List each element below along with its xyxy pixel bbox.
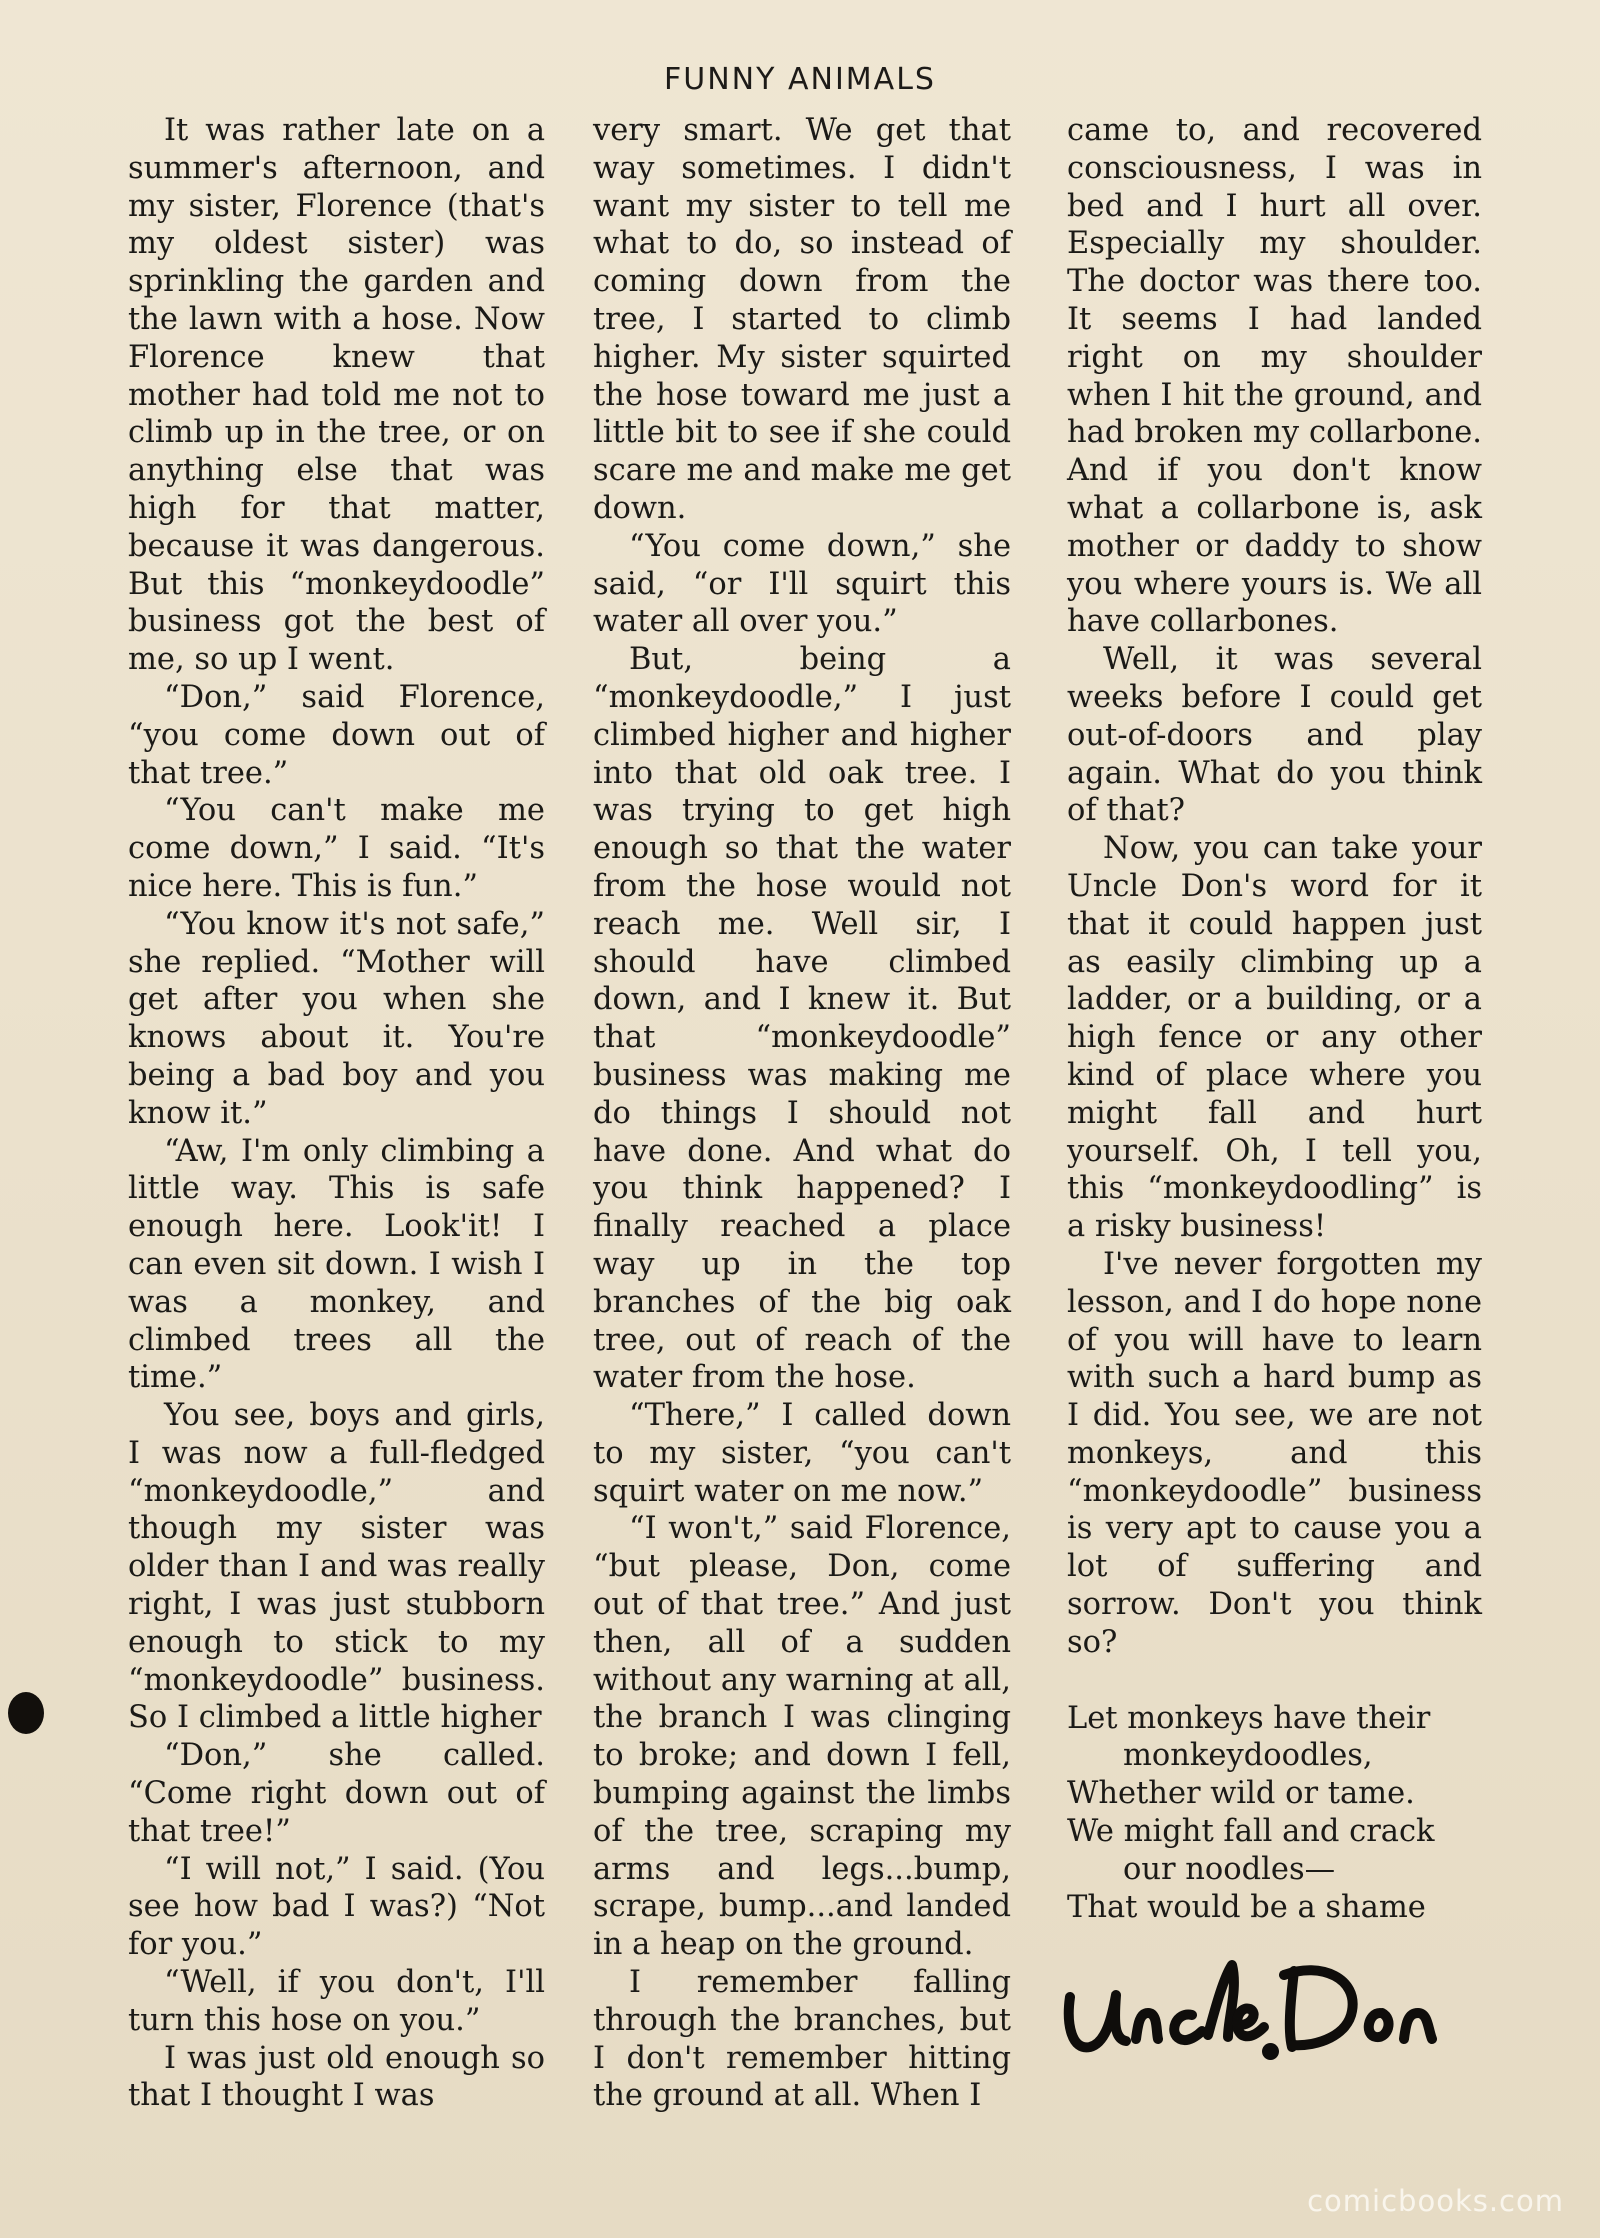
paragraph: I was just old enough so that I thought I was: [128, 2040, 545, 2114]
poem-line: monkeydoodles,: [1123, 1738, 1373, 1774]
ink-blot: [8, 1692, 44, 1734]
poem-line: Whether wild or tame.: [1067, 1776, 1415, 1812]
text-column-1: [128, 112, 545, 2115]
paragraph: You see, boys and girls, I was now a full-fledged “monkeydoodle,” and though my sister was older than I and was really right, I was just stubborn enough to stick to my “monkeydoodle” business. So I climbed a little higher: [128, 1398, 545, 1736]
uncle-don-signature: [1052, 1935, 1472, 2085]
watermark: comicbooks.com: [1307, 2184, 1564, 2218]
paragraph: Now, you can take your Uncle Don's word for it that it could happen just as easily climbing up a ladder, or a building, or a high fence or any other kind of place where you might fall and hurt yourself. Oh, I tell you, this “monkeydoodling” is a risky business!: [1067, 831, 1482, 1245]
paragraph: “Well, if you don't, I'll turn this hose on you.”: [128, 1965, 545, 2038]
paragraph: Well, it was several weeks before I could get out-of-doors and play again. What do you think of that?: [1067, 642, 1482, 829]
paragraph: “Don,” said Florence, “you come down out of that tree.”: [128, 679, 545, 791]
paragraph: “You know it's not safe,” she replied. “Mother will get after you when she knows about it. You're being a bad boy and you know it.”: [128, 906, 545, 1131]
paragraph: “I will not,” I said. (You see how bad I was?) “Not for you.”: [128, 1851, 545, 1963]
text-column-2: [593, 112, 1011, 2115]
paragraph: came to, and recovered consciousness, I was in bed and I hurt all over. Especially my shoulder. The doctor was there too. It seems I had landed right on my shoulder when I hit the ground, and had broken my collarbone. And if you don't know what a collarbone is, ask mother or daddy to show you where yours is. We all have collarbones.: [1067, 113, 1482, 640]
poem-line: We might fall and crack: [1067, 1814, 1435, 1850]
paragraph: “I won't,” said Florence, “but please, Don, come out of that tree.” And just then, all of a sudden without any warning at all, the branch I was clinging to broke; and down I fell, bumping against the limbs of the tree, scraping my arms and legs...bump, scrape, bump...and landed in a heap on the ground.: [593, 1511, 1011, 1963]
poem-line: That would be a shame: [1067, 1889, 1426, 1925]
closing-poem: [1067, 1700, 1482, 1927]
poem-line: our noodles—: [1123, 1851, 1336, 1887]
text-column-3: [1067, 112, 1482, 1926]
paragraph: It was rather late on a summer's afternoon, and my sister, Florence (that's my oldest sister) was sprinkling the garden and the lawn with a hose. Now Florence knew that mother had told me not to climb up in the tree, or on anything else that was high for that matter, because it was dangerous. But this “monkeydoodle” business got the best of me, so up I went.: [128, 113, 545, 678]
page-header: FUNNY ANIMALS: [664, 62, 936, 97]
paragraph: “Aw, I'm only climbing a little way. This is safe enough here. Look'it! I can even sit down. I wish I was a monkey, and climbed trees all the time.”: [128, 1133, 545, 1396]
paragraph: “Don,” she called. “Come right down out of that tree!”: [128, 1738, 545, 1849]
paragraph: But, being a “monkeydoodle,” I just climbed higher and higher into that old oak tree. I was trying to get high enough so that the water from the hose would not reach me. Well sir, I should have climbed down, and I knew it. But that “monkeydoodle” business was making me do things I should not have done. And what do you think happened? I finally reached a place way up in the top branches of the big oak tree, out of reach of the water from the hose.: [593, 642, 1011, 1396]
poem-line: Let monkeys have their: [1067, 1700, 1431, 1736]
paragraph: very smart. We get that way sometimes. I didn't want my sister to tell me what to do, so instead of coming down from the tree, I started to climb higher. My sister squirted the hose toward me just a little bit to see if she could scare me and make me get down.: [593, 113, 1011, 526]
paragraph: “There,” I called down to my sister, “you can't squirt water on me now.”: [593, 1398, 1011, 1509]
signature-dot: [1262, 2043, 1279, 2060]
paragraph: I remember falling through the branches, but I don't remember hitting the ground at all. When I: [593, 1965, 1011, 2114]
paragraph: “You can't make me come down,” I said. “It's nice here. This is fun.”: [128, 793, 545, 904]
paragraph: “You come down,” she said, “or I'll squirt this water all over you.”: [593, 528, 1011, 640]
paragraph: I've never forgotten my lesson, and I do hope none of you will have to learn with such a hard bump as I did. You see, we are not monkeys, and this “monkeydoodle” business is very apt to cause you a lot of suffering and sorrow. Don't you think so?: [1067, 1246, 1482, 1660]
